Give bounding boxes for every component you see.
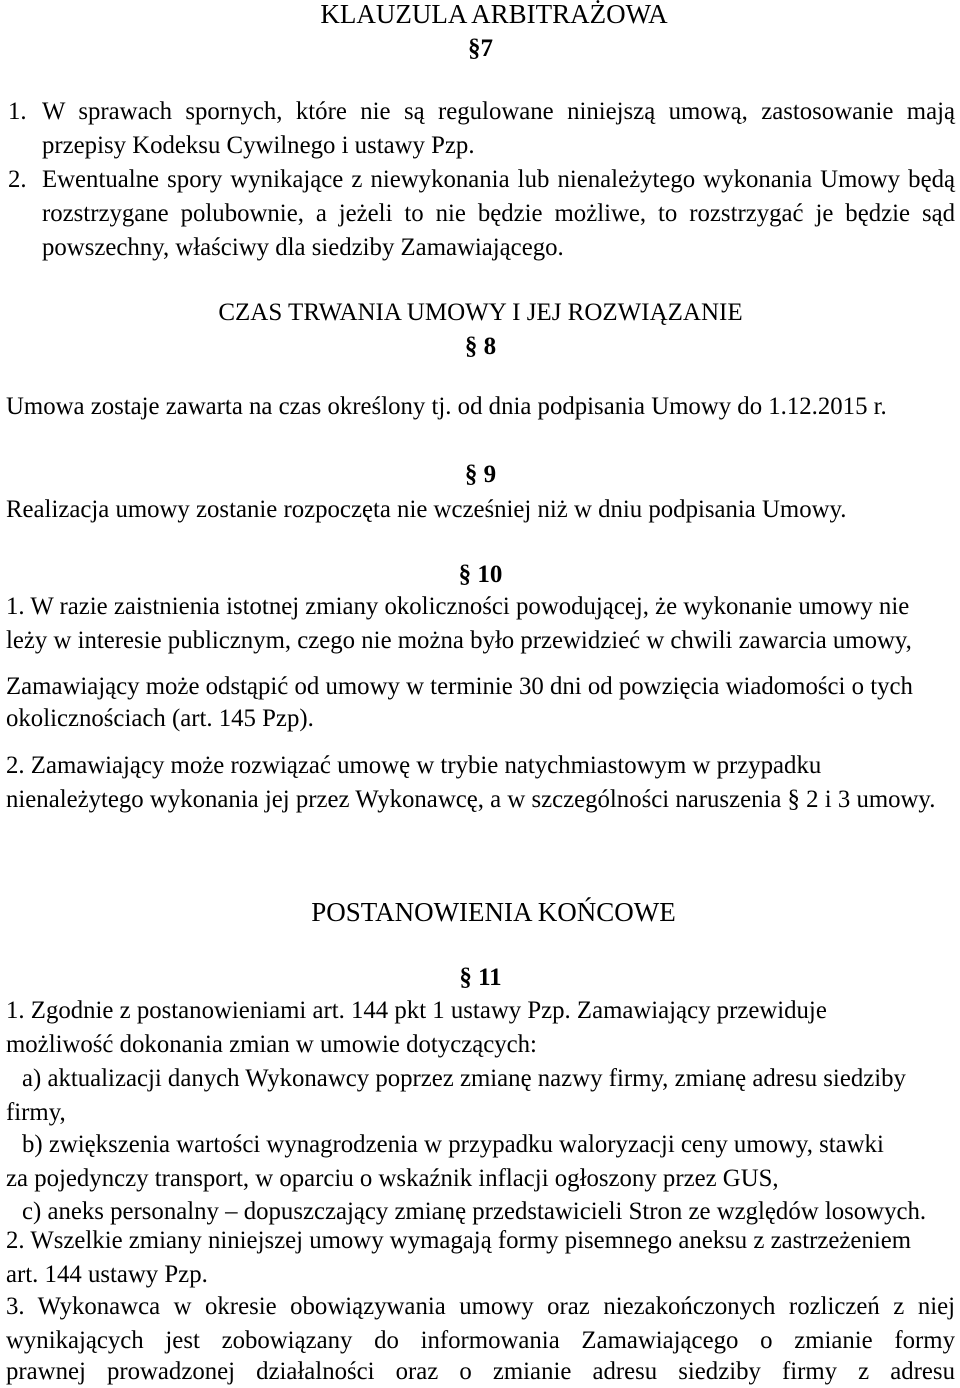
list-item (6, 163, 955, 265)
sub-item-a: a) aktualizacji danych Wykonawcy poprzez zmianę nazwy firmy, zmianę adresu siedziby (22, 1065, 906, 1092)
text-line: Umowa zostaje zawarta na czas określony tj. od dnia podpisania Umowy do 1.12.2015 r. (6, 393, 887, 420)
text-line: firmy, (6, 1099, 66, 1126)
paragraph-sign-8: § 8 (464, 333, 497, 360)
item-number: 1. (8, 98, 27, 125)
section-paragraph-7 (6, 28, 955, 265)
text-line: rozstrzygane polubownie, a jeżeli to nie będzie możliwe, to rozstrzygać je będzie sąd (42, 200, 955, 227)
item-number: 2. (8, 166, 27, 193)
text-line: 1. Zgodnie z postanowieniami art. 144 pkt 1 ustawy Pzp. Zamawiający przewiduje (6, 997, 827, 1024)
section-paragraph-8 (6, 330, 955, 424)
section-paragraph-9 (6, 424, 955, 527)
heading-contract-duration: CZAS TRWANIA UMOWY I JEJ ROZWIĄZANIE (218, 299, 743, 326)
heading-final-provisions: POSTANOWIENIA KOŃCOWE (311, 897, 676, 927)
text-line: prawnej prowadzonej działalności oraz o zmianie adresu siedziby firmy z adresu (6, 1358, 955, 1385)
list-item (6, 95, 955, 163)
text-line: art. 144 ustawy Pzp. (6, 1261, 208, 1288)
text-line: przepisy Kodeksu Cywilnego i ustawy Pzp. (42, 132, 475, 159)
sub-item-c: c) aneks personalny – dopuszczający zmianę przedstawicieli Stron ze względów losowych. (22, 1198, 927, 1225)
paragraph-sign-10: § 10 (458, 561, 503, 588)
paragraph-sign-9: § 9 (464, 461, 497, 488)
text-line: 2. Zamawiający może rozwiązać umowę w trybie natychmiastowym w przypadku (6, 752, 822, 779)
text-line: 2. Wszelkie zmiany niniejszej umowy wymagają formy pisemnego aneksu z zastrzeżeniem (6, 1227, 912, 1254)
document-page (6, 0, 955, 1386)
item-text (42, 163, 955, 265)
section-paragraph-11 (6, 929, 955, 1386)
section-paragraph-10 (6, 527, 955, 817)
text-line: 3. Wykonawca w okresie obowiązywania umowy oraz niezakończonych rozliczeń z niej (6, 1293, 955, 1320)
text-line: W sprawach spornych, które nie są regulowane niniejszą umową, zastosowanie mają (42, 98, 955, 125)
paragraph-sign-7: §7 (468, 35, 493, 62)
text-line: Zamawiający może odstąpić od umowy w terminie 30 dni od powzięcia wiadomości o tych (6, 673, 913, 700)
text-line: Ewentualne spory wynikające z niewykonania lub nienależytego wykonania Umowy będą (42, 166, 955, 193)
heading-arbitration-clause: KLAUZULA ARBITRAŻOWA (320, 0, 668, 29)
item-text (42, 95, 955, 163)
sub-item-b: b) zwiększenia wartości wynagrodzenia w przypadku waloryzacji ceny umowy, stawki (22, 1131, 884, 1158)
text-line: powszechny, właściwy dla siedziby Zamawiającego. (42, 234, 564, 261)
text-line: leży w interesie publicznym, czego nie można było przewidzieć w chwili zawarcia umowy, (6, 627, 912, 654)
text-line: za pojedynczy transport, w oparciu o wskaźnik inflacji ogłoszony przez GUS, (6, 1165, 779, 1192)
text-line: okolicznościach (art. 145 Pzp). (6, 705, 314, 732)
text-line: nienależytego wykonania jej przez Wykonawcę, a w szczególności naruszenia § 2 i 3 umowy. (6, 786, 936, 813)
text-line: wynikających jest zobowiązany do informowania Zamawiającego o zmianie formy (6, 1327, 955, 1354)
text-line: możliwość dokonania zmian w umowie dotyczących: (6, 1031, 537, 1058)
text-line: Realizacja umowy zostanie rozpoczęta nie wcześniej niż w dniu podpisania Umowy. (6, 496, 847, 523)
paragraph-sign-11: § 11 (459, 964, 502, 991)
text-line: 1. W razie zaistnienia istotnej zmiany okoliczności powodującej, że wykonanie umowy nie (6, 593, 910, 620)
